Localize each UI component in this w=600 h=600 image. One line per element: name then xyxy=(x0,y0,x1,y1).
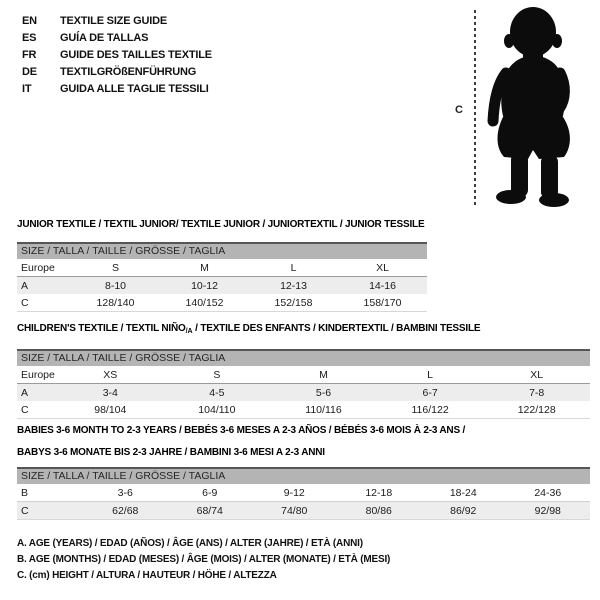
junior-height-s: 128/140 xyxy=(96,296,135,309)
junior-age-xl: 14-16 xyxy=(338,277,427,295)
children-row-height xyxy=(17,401,590,419)
junior-age-m: 10-12 xyxy=(160,277,249,295)
children-size-l: L xyxy=(427,368,433,381)
section-junior-textile xyxy=(17,217,427,312)
junior-size-s: S xyxy=(111,261,119,274)
language-title-en: TEXTILE SIZE GUIDE xyxy=(60,14,168,27)
children-age-xs: 3-4 xyxy=(57,384,164,402)
language-code-es: ES xyxy=(22,31,37,44)
junior-row-age-label: A xyxy=(17,277,71,295)
language-code-en: EN xyxy=(22,14,37,27)
junior-size-table xyxy=(17,242,427,312)
babies-months-1: 3-6 xyxy=(117,486,133,499)
babies-size-table xyxy=(17,467,590,520)
children-region-label: Europe xyxy=(21,368,55,381)
language-title-de: TEXTILGRÖßENFÜHRUNG xyxy=(60,65,197,78)
babies-height-3: 74/80 xyxy=(252,502,337,520)
junior-height-m: 140/152 xyxy=(185,296,224,309)
language-row-en xyxy=(22,12,212,29)
children-row-age xyxy=(17,384,590,402)
babies-row-months-label: B xyxy=(21,486,29,499)
children-title-subscript: /A xyxy=(185,328,193,335)
babies-height-2: 68/74 xyxy=(168,502,253,520)
children-size-xl: XL xyxy=(530,368,544,381)
babies-months-5: 18-24 xyxy=(449,486,477,499)
babies-months-4: 12-18 xyxy=(365,486,393,499)
children-height-xs: 98/104 xyxy=(94,403,127,416)
junior-height-xl: 158/170 xyxy=(363,296,402,309)
children-size-xs: XS xyxy=(103,368,118,381)
children-age-s: 4-5 xyxy=(164,384,271,402)
junior-size-m: M xyxy=(200,261,209,274)
babies-height-5: 86/92 xyxy=(421,502,506,520)
junior-columns-row xyxy=(17,259,427,277)
babies-months-3: 9-12 xyxy=(283,486,305,499)
children-size-table xyxy=(17,349,590,419)
junior-region-label: Europe xyxy=(21,261,55,274)
legend-line-b: B. AGE (MONTHS) / EDAD (MESES) / ÂGE (MOIS) / ALTER (MONATE) / ETÀ (MESI) xyxy=(17,554,391,565)
children-title-pre: CHILDREN'S TEXTILE / TEXTIL NIÑO xyxy=(17,323,186,334)
junior-row-height xyxy=(17,294,427,312)
height-measure-dashed-line-icon xyxy=(474,10,476,207)
children-size-s: S xyxy=(213,368,221,381)
children-height-xl: 122/128 xyxy=(517,403,556,416)
babies-row-height xyxy=(17,502,590,520)
children-row-age-label: A xyxy=(17,384,57,402)
children-size-m: M xyxy=(319,368,328,381)
children-height-l: 116/122 xyxy=(411,403,449,416)
language-row-de xyxy=(22,63,212,80)
junior-height-l: 152/158 xyxy=(274,296,313,309)
children-row-height-label: C xyxy=(21,403,29,416)
children-size-header-row xyxy=(17,350,590,366)
children-title-post: / TEXTILE DES ENFANTS / KINDERTEXTIL / BAMBINI TESSILE xyxy=(192,323,481,334)
section-babies-textile xyxy=(17,423,590,520)
babies-size-header-band: SIZE / TALLA / TAILLE / GRÖSSE / TAGLIA xyxy=(17,468,590,484)
junior-size-l: L xyxy=(290,261,297,274)
language-title-list xyxy=(22,12,212,97)
language-row-it xyxy=(22,80,212,97)
children-age-l: 6-7 xyxy=(377,384,484,402)
toddler-silhouette-icon xyxy=(486,5,596,207)
children-age-xl: 7-8 xyxy=(483,384,590,402)
babies-height-1: 62/68 xyxy=(83,502,168,520)
language-row-es xyxy=(22,29,212,46)
junior-age-l: 12-13 xyxy=(249,277,338,295)
children-size-header-band: SIZE / TALLA / TAILLE / GRÖSSE / TAGLIA xyxy=(17,350,590,366)
babies-months-6: 24-36 xyxy=(534,486,562,499)
junior-size-header-band: SIZE / TALLA / TAILLE / GRÖSSE / TAGLIA xyxy=(17,243,427,259)
babies-section-title-line1: BABIES 3-6 MONTH TO 2-3 YEARS / BEBÉS 3-6 MESES A 2-3 AÑOS / BÉBÉS 3-6 MOIS À 2-3 ANS / xyxy=(17,425,466,436)
babies-height-4: 80/86 xyxy=(337,502,422,520)
junior-size-header-row xyxy=(17,243,427,259)
legend-line-c: C. (cm) HEIGHT / ALTURA / HAUTEUR / HÖHE / ALTEZZA xyxy=(17,570,277,581)
junior-row-age xyxy=(17,277,427,295)
legend-line-a: A. AGE (YEARS) / EDAD (AÑOS) / ÂGE (ANS) / ALTER (JAHRE) / ETÀ (ANNI) xyxy=(17,538,363,549)
junior-row-height-label: C xyxy=(21,296,29,309)
language-title-es: GUÍA DE TALLAS xyxy=(60,31,149,44)
babies-row-height-label: C xyxy=(17,502,83,520)
babies-row-months xyxy=(17,484,590,502)
babies-months-2: 6-9 xyxy=(202,486,218,499)
measure-legend xyxy=(17,536,390,584)
junior-size-xl: XL xyxy=(376,261,389,274)
children-height-s: 104/110 xyxy=(198,403,236,416)
language-title-it: GUIDA ALLE TAGLIE TESSILI xyxy=(60,82,209,95)
babies-size-header-row xyxy=(17,468,590,484)
children-columns-row xyxy=(17,366,590,384)
children-section-title xyxy=(17,321,590,340)
language-row-fr xyxy=(22,46,212,63)
language-code-de: DE xyxy=(22,65,37,78)
babies-section-title-line2: BABYS 3-6 MONATE BIS 2-3 JAHRE / BAMBINI 3-6 MESI A 2-3 ANNI xyxy=(17,447,325,458)
junior-section-title: JUNIOR TEXTILE / TEXTIL JUNIOR/ TEXTILE JUNIOR / JUNIORTEXTIL / JUNIOR TESSILE xyxy=(17,219,425,230)
section-children-textile xyxy=(17,321,590,419)
children-height-m: 110/116 xyxy=(305,403,342,416)
language-code-fr: FR xyxy=(22,48,37,61)
junior-age-s: 8-10 xyxy=(71,277,160,295)
children-age-m: 5-6 xyxy=(270,384,377,402)
language-code-it: IT xyxy=(22,82,32,95)
height-measure-label: C xyxy=(455,104,463,116)
babies-height-6: 92/98 xyxy=(506,502,591,520)
language-title-fr: GUIDE DES TAILLES TEXTILE xyxy=(60,48,212,61)
